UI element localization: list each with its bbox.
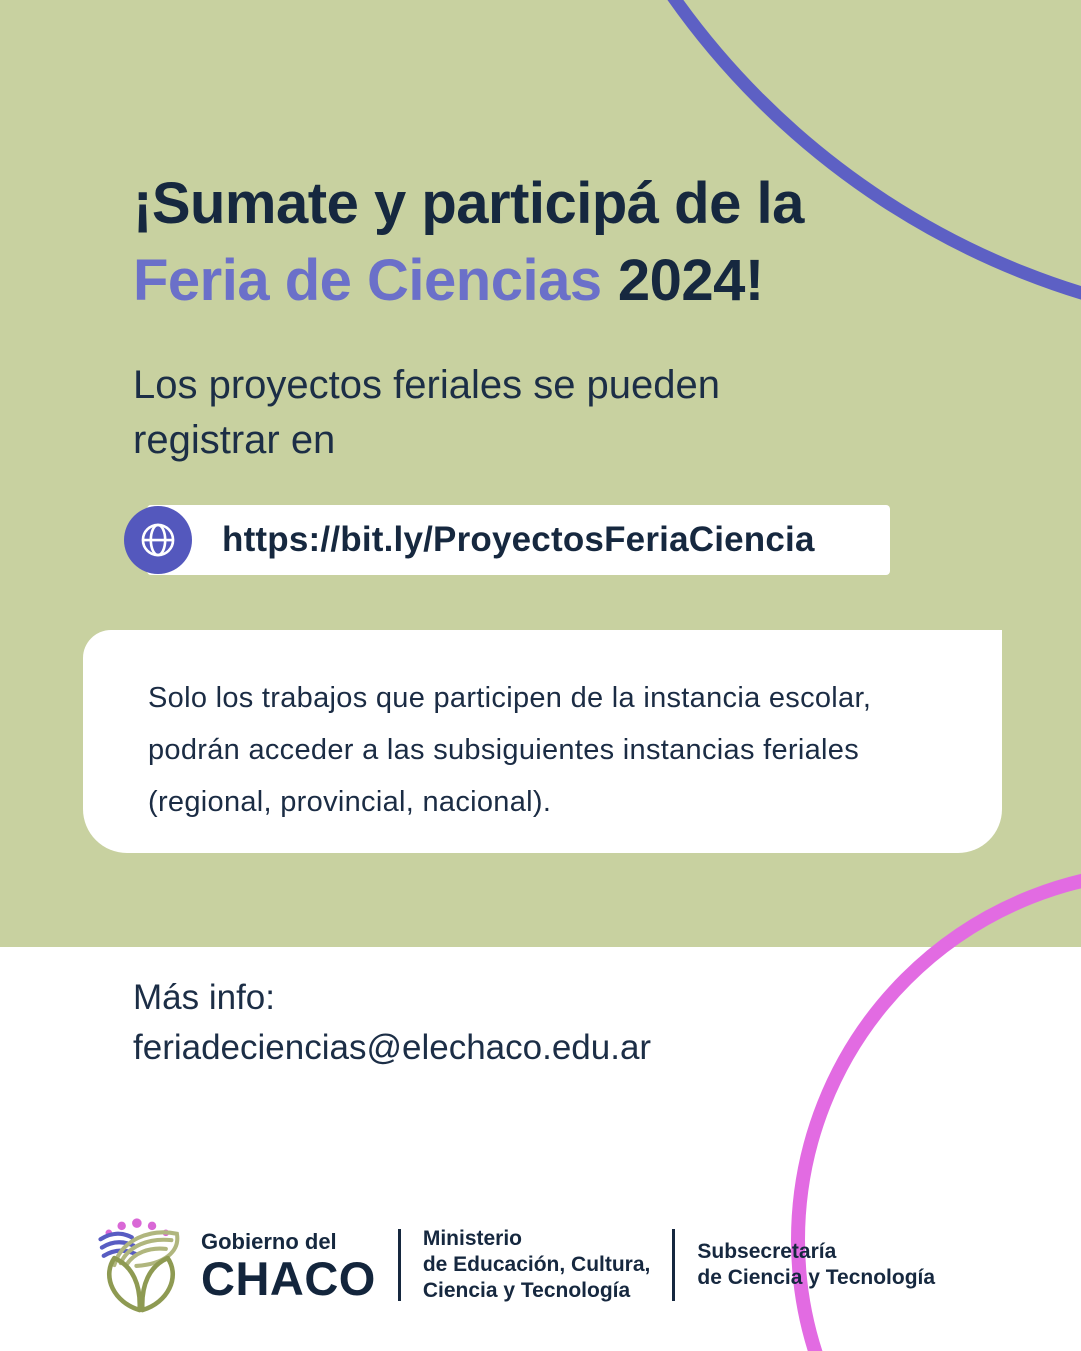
- subsecretariat-line-2: de Ciencia y Tecnología: [697, 1266, 936, 1289]
- subsecretariat-block: [697, 1239, 935, 1291]
- registration-url-pill[interactable]: [147, 505, 890, 575]
- intro-text: [133, 358, 720, 468]
- title-line-1: ¡Sumate y participá de la: [133, 171, 804, 236]
- ministry-line-1: Ministerio: [422, 1227, 523, 1250]
- registration-url[interactable]: https://bit.ly/ProyectosFeriaCiencia: [222, 520, 815, 559]
- subsecretariat-line-1: Subsecretaría: [697, 1240, 837, 1263]
- ministry-block: [423, 1226, 651, 1304]
- contact-email: feriadeciencias@elechaco.edu.ar: [133, 1028, 652, 1067]
- notice-line-2: podrán acceder a las subsiguientes instancias feriales: [148, 734, 859, 766]
- contact-label: Más info:: [133, 978, 275, 1017]
- intro-line-2: registrar en: [133, 418, 336, 462]
- notice-card: [83, 630, 1002, 853]
- chaco-government-logo-icon: [95, 1213, 187, 1317]
- ministry-line-3: Ciencia y Tecnología: [422, 1279, 631, 1302]
- title-highlight: Feria de Ciencias: [133, 248, 602, 313]
- notice-line-1: Solo los trabajos que participen de la instancia escolar,: [148, 682, 872, 714]
- government-pretitle: Gobierno del: [201, 1229, 337, 1254]
- government-wordmark: [201, 1229, 376, 1305]
- government-name: CHACO: [201, 1252, 376, 1305]
- contact-block: [133, 973, 651, 1073]
- notice-line-3: (regional, provincial, nacional).: [148, 786, 552, 818]
- ministry-line-2: de Educación, Cultura,: [422, 1253, 651, 1276]
- page-title: [133, 165, 804, 319]
- footer-brand-row: [95, 1210, 935, 1320]
- footer-divider-1: [398, 1229, 401, 1301]
- title-line-2: [133, 242, 804, 319]
- footer-divider-2: [672, 1229, 675, 1301]
- intro-line-1: Los proyectos feriales se pueden: [133, 363, 721, 407]
- globe-icon: [124, 506, 192, 574]
- title-year: 2024!: [617, 248, 764, 313]
